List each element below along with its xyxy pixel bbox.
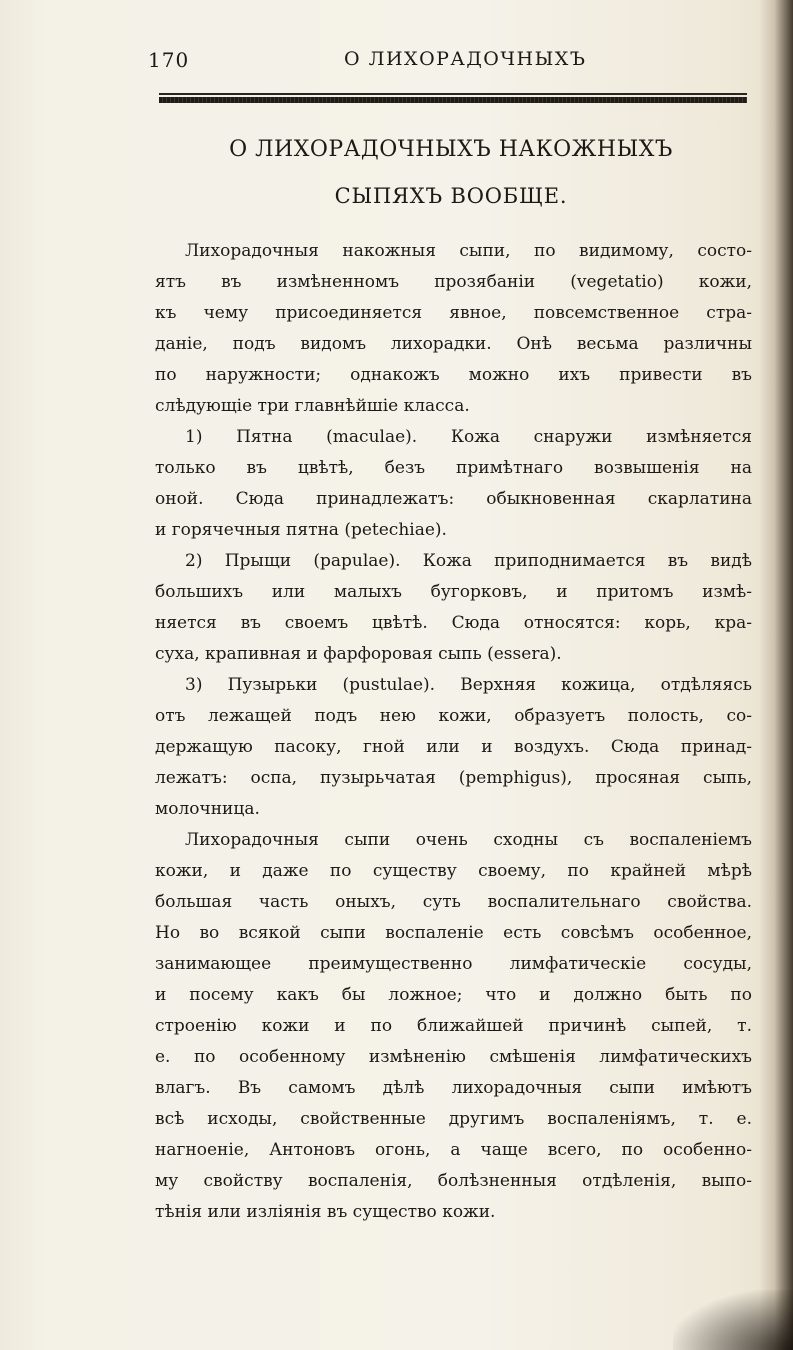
text-line: 2) Прыщи (papulae). Кожа приподнимается въ видѣ	[185, 551, 752, 571]
text-line: Но во всякой сыпи воспаленіе есть совсѣмъ особенное,	[155, 923, 752, 943]
text-line: и горячечныя пятна (petechiae).	[155, 520, 447, 540]
text-line: держащую пасоку, гной или и воздухъ. Сюда принад-	[155, 737, 752, 757]
section-title-line-1: О ЛИХОРАДОЧНЫХЪ НАКОЖНЫХЪ	[229, 137, 673, 162]
text-line: суха, крапивная и фарфоровая сыпь (essera).	[155, 644, 562, 664]
text-line: 3) Пузырьки (pustulae). Верхняя кожица, отдѣляясь	[185, 675, 752, 695]
running-head: О ЛИХОРАДОЧНЫХЪ	[344, 48, 587, 70]
text-line: большихъ или малыхъ бугорковъ, и притомъ измѣ-	[155, 582, 752, 602]
header-rule	[159, 93, 747, 105]
text-line: ятъ въ измѣненномъ прозябаніи (vegetatio) кожи,	[155, 272, 752, 292]
text-line: влагъ. Въ самомъ дѣлѣ лихорадочныя сыпи имѣютъ	[155, 1078, 752, 1098]
text-line: и посему какъ бы ложное; что и должно быть по	[155, 985, 752, 1005]
text-line: Лихорадочныя сыпи очень сходны съ воспаленіемъ	[185, 830, 752, 850]
text-line: слѣдующіе три главнѣйшіе класса.	[155, 396, 470, 416]
text-line: е. по особенному измѣненію смѣшенія лимфатическихъ	[155, 1047, 752, 1067]
text-line: Лихорадочныя накожныя сыпи, по видимому, состо-	[185, 241, 752, 261]
text-line: къ чему присоединяется явное, повсемственное стра-	[155, 303, 752, 323]
header-rule-thin	[159, 93, 747, 95]
text-line: молочница.	[155, 799, 260, 819]
body-text	[155, 236, 752, 1228]
header-rule-thick	[159, 97, 747, 103]
text-line: 1) Пятна (maculae). Кожа снаружи измѣняется	[185, 427, 752, 447]
text-line: строенію кожи и по ближайшей причинѣ сыпей, т.	[155, 1016, 752, 1036]
text-line: кожи, и даже по существу своему, по крайней мѣрѣ	[155, 861, 752, 881]
page-gutter-shadow	[759, 0, 793, 1350]
text-line: няется въ своемъ цвѣтѣ. Сюда относятся: корь, кра-	[155, 613, 752, 633]
text-line: занимающее преимущественно лимфатическіе сосуды,	[155, 954, 752, 974]
text-line: оной. Сюда принадлежатъ: обыкновенная скарлатина	[155, 489, 752, 509]
page-header	[148, 48, 748, 78]
text-line: му свойству воспаленія, болѣзненныя отдѣленія, выпо-	[155, 1171, 752, 1191]
text-line: большая часть оныхъ, суть воспалительнаго свойства.	[155, 892, 752, 912]
text-line: всѣ исходы, свойственные другимъ воспаленіямъ, т. е.	[155, 1109, 752, 1129]
text-line: нагноеніе, Антоновъ огонь, а чаще всего, по особенно-	[155, 1140, 752, 1160]
text-line: лежатъ: оспа, пузырьчатая (pemphigus), просяная сыпь,	[155, 768, 752, 788]
text-line: только въ цвѣтѣ, безъ примѣтнаго возвышенія на	[155, 458, 752, 478]
page-corner-shadow	[673, 1290, 793, 1350]
text-line: по наружности; однакожъ можно ихъ привести въ	[155, 365, 752, 385]
text-line: отъ лежащей подъ нею кожи, образуетъ полость, со-	[155, 706, 752, 726]
section-title-line-2: СЫПЯХЪ ВООБЩЕ.	[334, 184, 568, 208]
text-line: тѣнія или изліянія въ существо кожи.	[155, 1202, 496, 1222]
text-line: даніе, подъ видомъ лихорадки. Онѣ весьма различны	[155, 334, 752, 354]
page-number: 170	[148, 48, 190, 72]
